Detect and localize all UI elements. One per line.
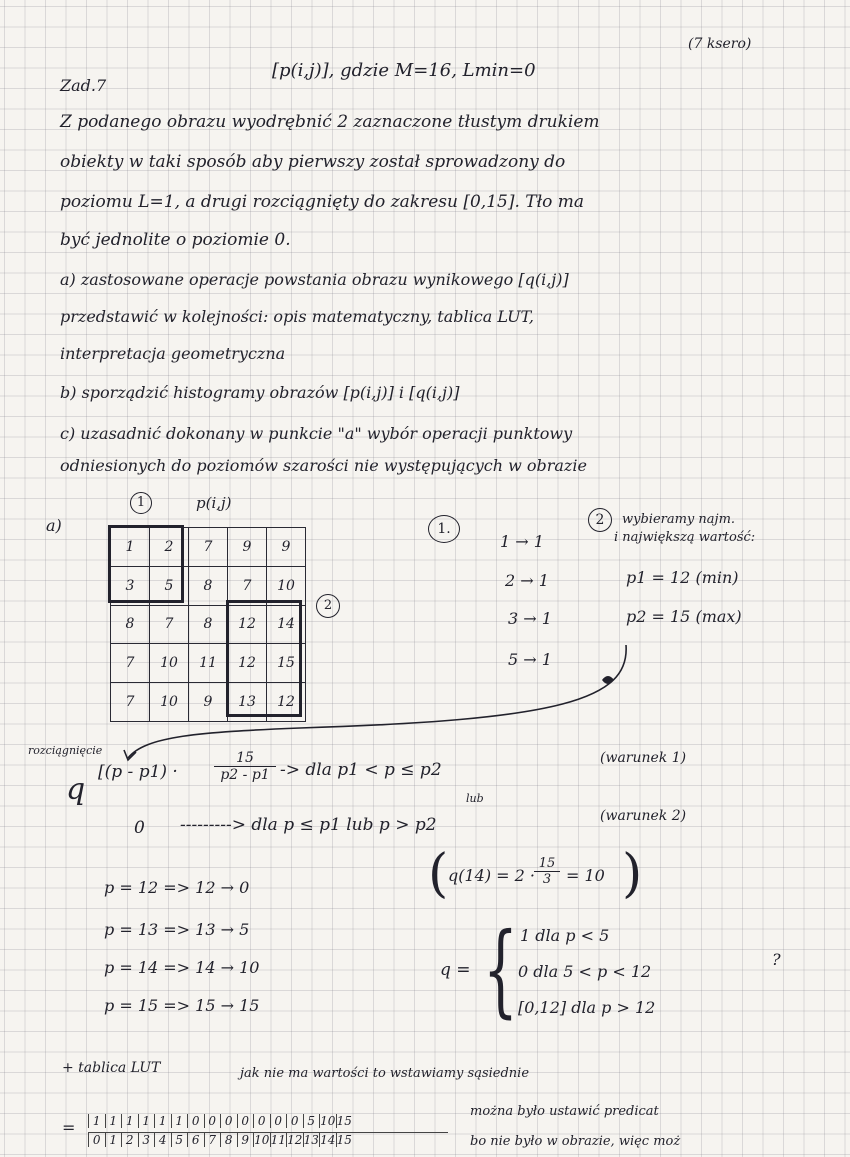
example-close-paren: ) xyxy=(622,844,643,904)
grid-cell: 1 xyxy=(111,528,150,567)
formula-fraction xyxy=(214,750,276,783)
subtask-a-line-3: interpretacja geometryczna xyxy=(60,344,286,363)
grid-cell: 14 xyxy=(267,605,306,644)
q-symbol: q xyxy=(66,772,86,807)
lut-cell: 3 xyxy=(138,1133,155,1147)
image-label: p(i,j) xyxy=(196,494,232,512)
piecewise-symbol: q = xyxy=(440,960,471,980)
grid-cell: 9 xyxy=(189,683,228,722)
grid-cell: 8 xyxy=(189,605,228,644)
mapping-row: 3 → 1 xyxy=(508,609,552,628)
grid-cell: 5 xyxy=(150,566,189,605)
grid-cell: 13 xyxy=(228,683,267,722)
lut-note: jak nie ma wartości to wstawiamy sąsiednie xyxy=(240,1066,530,1081)
lut-cell: 1 xyxy=(121,1114,138,1128)
lut-cell: 1 xyxy=(138,1114,155,1128)
lut-cell: 0 xyxy=(204,1114,221,1128)
lut-cell: 0 xyxy=(237,1114,254,1128)
subtask-b: b) sporządzić histogramy obrazów [p(i,j)] i [q(i,j)] xyxy=(60,383,460,402)
lut-cell: 15 xyxy=(336,1133,352,1147)
example-numerator: 15 xyxy=(538,856,556,871)
piecewise-case: 1 dla p < 5 xyxy=(520,926,610,945)
mapping-row: 1 → 1 xyxy=(500,532,544,551)
stretch-tag: rozciągnięcie xyxy=(28,744,103,757)
lut-cell: 10 xyxy=(320,1114,336,1128)
lut-cell: 0 xyxy=(88,1133,105,1147)
result-row: p = 14 => 14 → 10 xyxy=(104,958,260,977)
part-a-label: a) xyxy=(46,516,62,535)
grid-cell: 8 xyxy=(189,566,228,605)
lut-cell: 1 xyxy=(88,1114,105,1128)
mapping-row: 2 → 1 xyxy=(505,571,549,590)
corner-note: (7 ksero) xyxy=(688,36,752,52)
subtask-c-line-2: odniesionych do poziomów szarości nie występujących w obrazie xyxy=(60,456,587,475)
side-note-line-1: można było ustawić predicat xyxy=(470,1104,659,1119)
lut-cell: 0 xyxy=(286,1114,303,1128)
piecewise-case: [0,12] dla p > 12 xyxy=(518,998,656,1017)
formula-line-2-left: 0 xyxy=(134,818,145,838)
example-rhs: = 10 xyxy=(566,866,605,885)
piecewise-question: ? xyxy=(772,950,781,969)
piecewise-case: 0 dla 5 < p < 12 xyxy=(518,962,652,981)
lut-p-row xyxy=(88,1132,448,1147)
object-2-label: 2 xyxy=(316,594,340,618)
grid-cell: 8 xyxy=(111,605,150,644)
grid-cell: 7 xyxy=(111,644,150,683)
formula-line-1-condition: -> dla p1 < p ≤ p2 xyxy=(280,760,442,780)
lut-cell: 4 xyxy=(154,1133,171,1147)
grid-cell: 12 xyxy=(228,644,267,683)
grid-cell: 12 xyxy=(228,605,267,644)
lut-cell: 1 xyxy=(105,1133,122,1147)
lut-cell: 14 xyxy=(320,1133,336,1147)
step-2-note-1: wybieramy najm. xyxy=(622,512,736,527)
grid-cell: 11 xyxy=(189,644,228,683)
task-line-1: Z podanego obrazu wyodrębnić 2 zaznaczone tłustym drukiem xyxy=(60,112,600,132)
condition-1-note: (warunek 1) xyxy=(600,750,687,766)
lub-tag: lub xyxy=(466,792,484,805)
lut-title: + tablica LUT xyxy=(62,1060,161,1076)
lut-cell: 13 xyxy=(303,1133,319,1147)
step-2-note-2: i największą wartość: xyxy=(614,530,756,545)
lut-equals-sign: = xyxy=(62,1118,76,1137)
lut-cell: 0 xyxy=(270,1114,287,1128)
grid-cell: 12 xyxy=(267,683,306,722)
example-denominator: 3 xyxy=(534,871,560,887)
result-row: p = 15 => 15 → 15 xyxy=(104,996,260,1015)
example-open-paren: ( xyxy=(428,844,449,904)
result-row: p = 12 => 12 → 0 xyxy=(104,878,250,897)
grid-cell: 9 xyxy=(267,528,306,567)
mapping-row: 5 → 1 xyxy=(508,650,552,669)
subtask-c-line-1: c) uzasadnić dokonany w punkcie "a" wybór operacji punktowy xyxy=(60,424,573,443)
result-row: p = 13 => 13 → 5 xyxy=(104,920,250,939)
example-lhs: q(14) = 2 · xyxy=(448,866,536,885)
lut-cell: 8 xyxy=(220,1133,237,1147)
lut-cell: 10 xyxy=(254,1133,270,1147)
lut-cell: 11 xyxy=(270,1133,286,1147)
lut-cell: 0 xyxy=(253,1114,270,1128)
fraction-denominator: p2 - p1 xyxy=(214,766,276,783)
lut-cell: 7 xyxy=(204,1133,221,1147)
lut-cell: 1 xyxy=(171,1114,188,1128)
task-condition: [p(i,j)], gdzie M=16, Lmin=0 xyxy=(272,60,536,81)
lut-cell: 9 xyxy=(237,1133,254,1147)
lut-cell: 5 xyxy=(171,1133,188,1147)
piecewise-brace: { xyxy=(483,911,518,1028)
grid-cell: 7 xyxy=(150,605,189,644)
fraction-numerator: 15 xyxy=(236,750,254,766)
grid-cell: 9 xyxy=(228,528,267,567)
subtask-a-line-2: przedstawić w kolejności: opis matematyczny, tablica LUT, xyxy=(60,307,534,326)
grid-cell: 7 xyxy=(111,683,150,722)
lut-cell: 1 xyxy=(105,1114,122,1128)
p2-value: p2 = 15 (max) xyxy=(626,607,742,626)
formula-line-2-condition: ---------> dla p ≤ p1 lub p > p2 xyxy=(180,815,437,835)
lut-cell: 2 xyxy=(121,1133,138,1147)
lut-cell: 0 xyxy=(220,1114,237,1128)
lut-cell: 1 xyxy=(154,1114,171,1128)
task-label: Zad.7 xyxy=(60,76,107,95)
lut-cell: 12 xyxy=(287,1133,303,1147)
grid-cell: 10 xyxy=(150,683,189,722)
formula-line-1-left: [(p - p1) · xyxy=(98,762,178,782)
step-1-label: 1. xyxy=(428,515,460,543)
task-line-2: obiekty w taki sposób aby pierwszy został sprowadzony do xyxy=(60,152,566,172)
side-note-line-2: bo nie było w obrazie, więc moż xyxy=(470,1134,681,1149)
grid-cell: 7 xyxy=(189,528,228,567)
grid-cell: 2 xyxy=(150,528,189,567)
task-line-3: poziomu L=1, a drugi rozciągnięty do zakresu [0,15]. Tło ma xyxy=(60,192,585,212)
subtask-a-line-1: a) zastosowane operacje powstania obrazu wynikowego [q(i,j)] xyxy=(60,270,569,289)
grid-cell: 10 xyxy=(267,566,306,605)
lut-cell: 6 xyxy=(187,1133,204,1147)
step-2-label: 2 xyxy=(588,508,612,532)
lut-cell: 0 xyxy=(187,1114,204,1128)
grid-cell: 7 xyxy=(228,566,267,605)
condition-2-note: (warunek 2) xyxy=(600,808,687,824)
p1-value: p1 = 12 (min) xyxy=(626,568,739,587)
example-fraction xyxy=(534,856,560,887)
grid-cell: 10 xyxy=(150,644,189,683)
grid-cell: 3 xyxy=(111,566,150,605)
lut-cell: 5 xyxy=(303,1114,320,1128)
lut-q-row xyxy=(88,1114,448,1128)
grid-cell: 15 xyxy=(267,644,306,683)
object-1-label: 1 xyxy=(130,492,152,514)
task-line-4: być jednolite o poziomie 0. xyxy=(60,230,291,250)
lut-cell: 15 xyxy=(336,1114,352,1128)
